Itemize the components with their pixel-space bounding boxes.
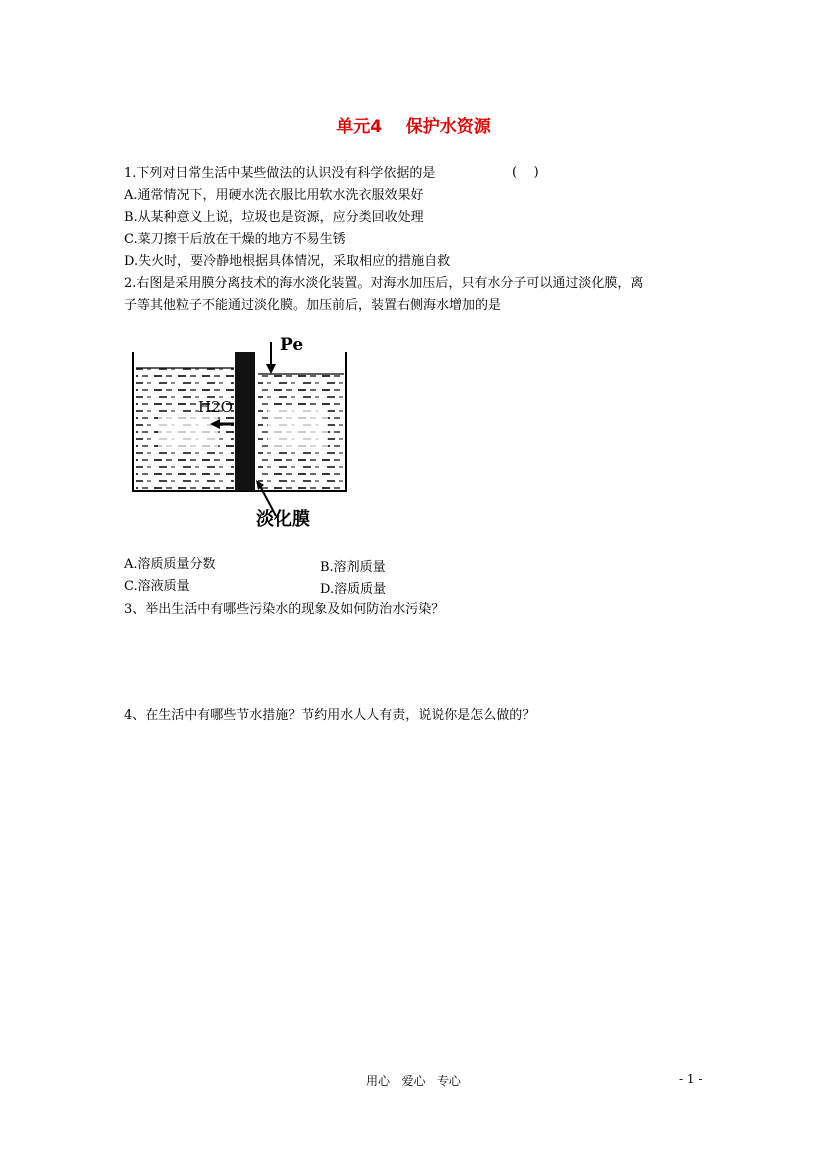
q1-answer-bracket: ( )	[512, 165, 539, 180]
title-unit: 单元4	[336, 117, 383, 137]
membrane	[235, 352, 255, 491]
q1-option-b: B.从某种意义上说，垃圾也是资源，应分类回收处理	[124, 210, 424, 225]
page-title	[0, 112, 827, 137]
q3-stem: 3、举出生活中有哪些污染水的现象及如何防治水污染？	[124, 602, 445, 617]
q1-option-a: A.通常情况下，用硬水洗衣服比用软水洗衣服效果好	[124, 188, 424, 203]
pressure-label: Pe	[280, 335, 304, 355]
q1-stem: 1.下列对日常生活中某些做法的认识没有科学依据的是	[124, 166, 436, 181]
title-topic: 保护水资源	[405, 117, 491, 137]
q2-option-b: B.溶剂质量	[320, 560, 386, 575]
q4-stem: 4、在生活中有哪些节水措施？节约用水人人有责，说说你是怎么做的？	[124, 708, 536, 723]
membrane-label: 淡化膜	[256, 509, 310, 530]
q1-option-d: D.失火时，要冷静地根据具体情况，采取相应的措施自救	[124, 254, 451, 269]
water-label: H2O	[198, 398, 233, 416]
q2-stem-line2: 子等其他粒子不能通过淡化膜。加压前后，装置右侧海水增加的是	[124, 298, 502, 313]
page-number: - 1 -	[679, 1072, 703, 1086]
q1-option-c: C.菜刀擦干后放在干燥的地方不易生锈	[124, 232, 346, 247]
q2-option-a: A.溶质质量分数	[124, 557, 216, 572]
q2-option-c: C.溶液质量	[124, 579, 190, 594]
desalination-diagram	[128, 330, 368, 535]
footer-motto: 用心 爱心 专心	[366, 1074, 461, 1088]
q2-option-d: D.溶质质量	[320, 582, 387, 597]
q2-stem-line1: 2.右图是采用膜分离技术的海水淡化装置。对海水加压后，只有水分子可以通过淡化膜，离	[124, 276, 644, 291]
desalination-figure	[128, 330, 368, 535]
